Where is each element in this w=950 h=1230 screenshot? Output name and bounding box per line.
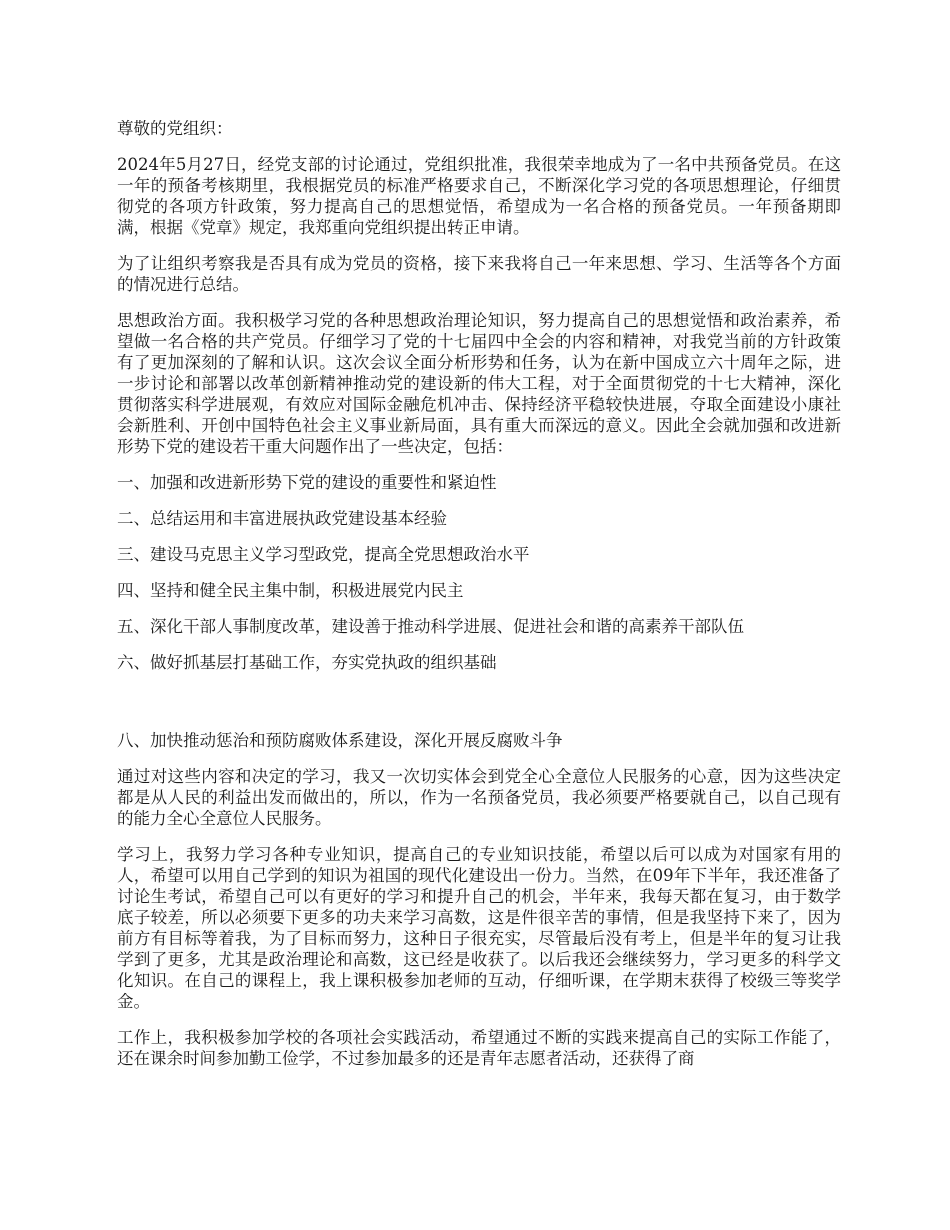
decision-item-2: 二、总结运用和丰富进展执政党建设基本经验 bbox=[117, 509, 447, 528]
paragraph-political-thought: 思想政治方面。我积极学习党的各种思想政治理论知识，努力提高自己的思想觉悟和政治素养，希望做一名合格的共产党员。仔细学习了党的十七届四中全会的内容和精神，对我党当前的方针政策有了更加深刻的了解和认识。这次会议全面分析形势和任务，认为在新中国成立六十周年之际，进一步讨论和部署以改革创新精神推动党的建设新的伟大工程，对于全面贯彻党的十七大精神，深化贯彻落实科学进展观，有效应对国际金融危机冲击、保持经济平稳较快进展，夺取全面建设小康社会新胜利、开创中国特色社会主义事业新局面，具有重大而深远的意义。因此全会就加强和改进新形势下党的建设若干重大问题作出了一些决定，包括： bbox=[117, 311, 841, 456]
paragraph-reflection: 通过对这些内容和决定的学习，我又一次切实体会到党全心全意位人民服务的心意，因为这些决定都是从人民的利益出发而做出的，所以，作为一名预备党员，我必须要严格要就自己，以自己现有的能力全心全意位人民服务。 bbox=[117, 767, 841, 828]
decision-item-1: 一、加强和改进新形势下党的建设的重要性和紧迫性 bbox=[117, 473, 497, 492]
paragraph-work: 工作上，我积极参加学校的各项社会实践活动，希望通过不断的实践来提高自己的实际工作能了，还在课余时间参加勤工俭学，不过参加最多的还是青年志愿者活动，还获得了商 bbox=[117, 1028, 841, 1068]
salutation: 尊敬的党组织： bbox=[117, 119, 233, 138]
paragraph-study: 学习上，我努力学习各种专业知识，提高自己的专业知识技能，希望以后可以成为对国家有用的人，希望可以用自己学到的知识为祖国的现代化建设出一份力。当然，在09年下半年，我还准备了讨论生考试，希望自己可以有更好的学习和提升自己的机会，半年来，我每天都在复习，由于数学底子较差，所以必须要下更多的功夫来学习高数，这是件很辛苦的事情，但是我坚持下来了，因为前方有目标等着我，为了目标而努力，这种日子很充实，尽管最后没有考上，但是半年的复习让我学到了更多，尤其是政治理论和高数，这已经是收获了。以后我还会继续努力，学习更多的科学文化知识。在自己的课程上，我上课积极参加老师的互动，仔细听课，在学期末获得了校级三等奖学金。 bbox=[117, 845, 841, 1011]
document-body bbox=[117, 118, 841, 1084]
paragraph-summary-intro: 为了让组织考察我是否具有成为党员的资格，接下来我将自己一年来思想、学习、生活等各个方面的情况进行总结。 bbox=[117, 254, 841, 294]
decision-item-6: 六、做好抓基层打基础工作，夯实党执政的组织基础 bbox=[117, 653, 497, 672]
blank-gap bbox=[117, 688, 841, 730]
paragraph-application: 2024年5月27日，经党支部的讨论通过，党组织批准，我很荣幸地成为了一名中共预备党员。在这一年的预备考核期里，我根据党员的标准严格要求自己，不断深化学习党的各项思想理论，仔细贯彻党的各项方针政策，努力提高自己的思想觉悟，希望成为一名合格的预备党员。一年预备期即满，根据《党章》规定，我郑重向党组织提出转正申请。 bbox=[117, 155, 841, 237]
decision-item-8: 八、加快推动惩治和预防腐败体系建设，深化开展反腐败斗争 bbox=[117, 731, 563, 750]
decision-item-4: 四、坚持和健全民主集中制，积极进展党内民主 bbox=[117, 581, 464, 600]
decision-item-3: 三、建设马克思主义学习型政党，提高全党思想政治水平 bbox=[117, 545, 530, 564]
decision-item-5: 五、深化干部人事制度改革，建设善于推动科学进展、促进社会和谐的高素养干部队伍 bbox=[117, 617, 744, 636]
